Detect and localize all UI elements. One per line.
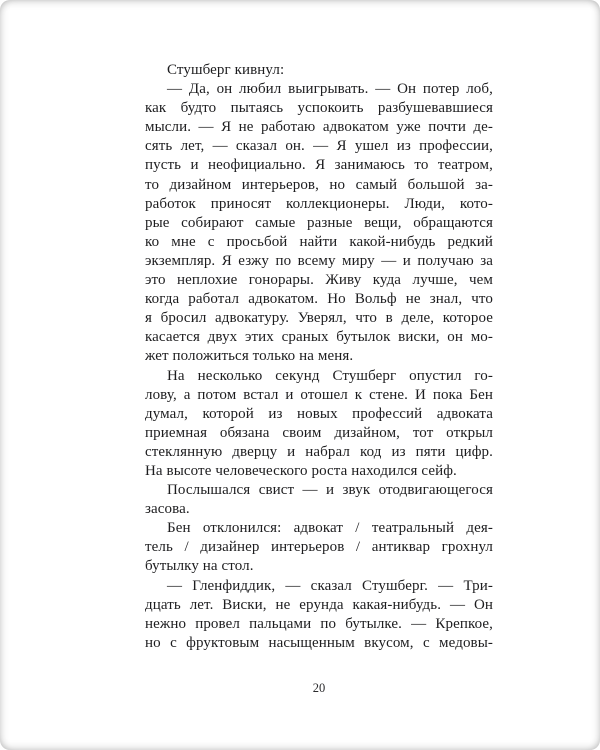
text-line: Послышался свист — и звук отодвигающегося — [167, 482, 493, 499]
text-line: Бен отклонился: адвокат / театральный дея- — [167, 520, 493, 537]
text-line: пусть и неофициально. Я занимаюсь то театром, — [145, 157, 493, 174]
text-line: когда работал адвокатом. Но Вольф не знал, что — [145, 291, 493, 308]
text-line: Стушберг кивнул: — [167, 62, 285, 78]
text-line: приемная обязана своим дизайном, тот открыл — [145, 424, 493, 441]
text-line: касается двух этих сраных бутылок виски, он мо- — [145, 329, 493, 346]
text-line: бутылку на стол. — [145, 558, 254, 575]
text-line: — Гленфиддик, — сказал Стушберг. — Три- — [167, 577, 493, 594]
text-line: работок приносят коллекционеры. Люди, кото- — [145, 195, 493, 212]
page-number: 20 — [312, 681, 326, 695]
text-line: ко мне с просьбой найти какой-нибудь редкий — [145, 233, 493, 250]
text-line: — Да, он любил выигрывать. — Он потер лоб, — [167, 81, 493, 98]
text-line: но с фруктовым насыщенным вкусом, с медовы- — [145, 634, 493, 651]
text-line: На несколько секунд Стушберг опустил го- — [167, 367, 493, 384]
text-line: это неплохие гонорары. Живу куда лучше, чем — [145, 272, 493, 289]
text-line: рые собирают самые разные вещи, обращаются — [145, 214, 493, 231]
text-line: экземпляр. Я езжу по всему миру — и получаю за — [145, 252, 493, 269]
text-line: сять лет, — сказал он. — Я ушел из профессии, — [145, 138, 493, 155]
text-line: как будто пытаясь успокоить разбушевавшиеся — [145, 100, 493, 117]
text-line: тель / дизайнер интерьеров / антиквар грохнул — [145, 539, 493, 556]
text-line: я бросил адвокатуру. Уверял, что в деле, которое — [145, 310, 493, 327]
text-line: нежно провел пальцами по бутылке. — Крепкое, — [145, 615, 493, 632]
text-line: то дизайном интерьеров, но самый большой за- — [145, 176, 493, 193]
text-line: дцать лет. Виски, не ерунда какая-нибудь. — Он — [145, 596, 493, 613]
text-line: жет положиться только на меня. — [145, 348, 354, 365]
text-line: На высоте человеческого роста находился сейф. — [145, 462, 457, 479]
text-line: мысли. — Я не работаю адвокатом уже почти де- — [145, 119, 493, 136]
text-line: стеклянную дверцу и набрал код из пяти цифр. — [145, 443, 493, 460]
text-line: засова. — [145, 501, 190, 518]
text-block — [145, 61, 493, 653]
text-line: думал, которой из новых профессий адвоката — [145, 405, 493, 422]
text-line: лову, а потом встал и отошел к стене. И пока Бен — [145, 386, 493, 403]
